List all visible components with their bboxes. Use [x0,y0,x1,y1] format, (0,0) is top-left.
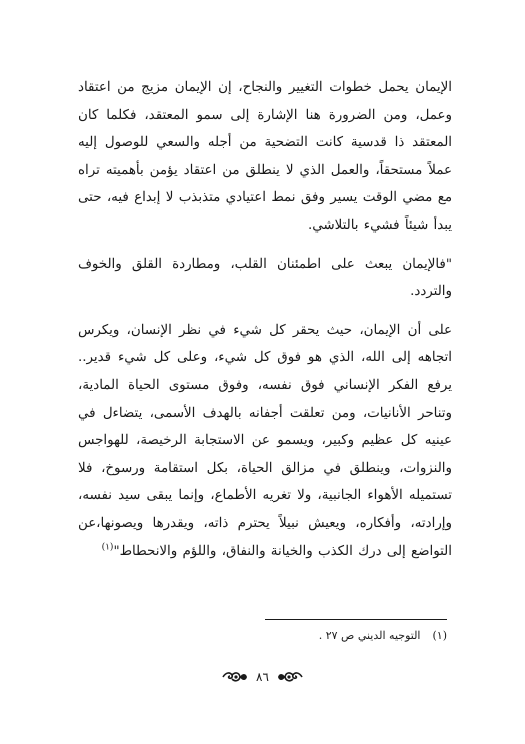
quote-body-text: على أن الإيمان، حيث يحقر كل شيء في نظر الإنسان، ويكرس اتجاهه إلى الله، الذي هو فوق كل شيء، وعلى كل شيء قدير.. يرفع الفكر الإنساني فوق نفسه، وفوق مستوى الحياة المادية، وتناحر الأنانيات، ومن تعلقت أجفانه بالهدف الأسمى، يتضاءل في عينيه كل عظيم وكبير، ويسمو عن الاستجابة الرخيصة، للهواجس والنزوات، وينطلق في مزالق الحياة، بكل استقامة ورسوخ، فلا تستميله الأهواء الجانبية، ولا تغريه الأطماع، وإنما يبقى سيد نفسه، وإرادته، وأفكاره، ويعيش نبيلاً يحترم ذاته، ويقدرها ويصونها،عن التواضع إلى درك الكذب والخيانة والنفاق، واللؤم والانحطاط" [78,322,452,559]
footnote-marker: (١) [101,542,114,553]
paragraph-quote-start: "فالإيمان يبعث على اطمئنان القلب، ومطاردة القلق والخوف والتردد. [78,256,452,300]
main-text [78,74,452,565]
page-footer [0,670,525,684]
footnote [73,627,447,645]
page-number: ٨٦ [256,670,269,684]
paragraph-faith-intro: الإيمان يحمل خطوات التغيير والنجاح، إن الإيمان مزيج من اعتقاد وعمل، ومن الضرورة هنا الإشارة إلى سمو المعتقد، فكلما كان المعتقد ذا قدسية كانت التضحية من أجله والسعي للوصول إليه عملاً مستحقاً، والعمل الذي لا ينطلق من اعتقاد يؤمن بأهميته تراه مع مضي الوقت يسير وفق نمط اعتيادي متذبذب لا إبداع فيه، حتى يبدأ شيئاً فشيء بالتلاشي. [78,80,452,233]
paragraph-quote-body [78,317,452,565]
floral-ornament-icon [222,671,248,683]
floral-ornament-icon [277,671,303,683]
footnote-text: التوجيه الديني ص ٢٧ . [318,629,421,642]
footnote-divider [265,619,447,620]
footnote-number: (١) [432,629,447,642]
